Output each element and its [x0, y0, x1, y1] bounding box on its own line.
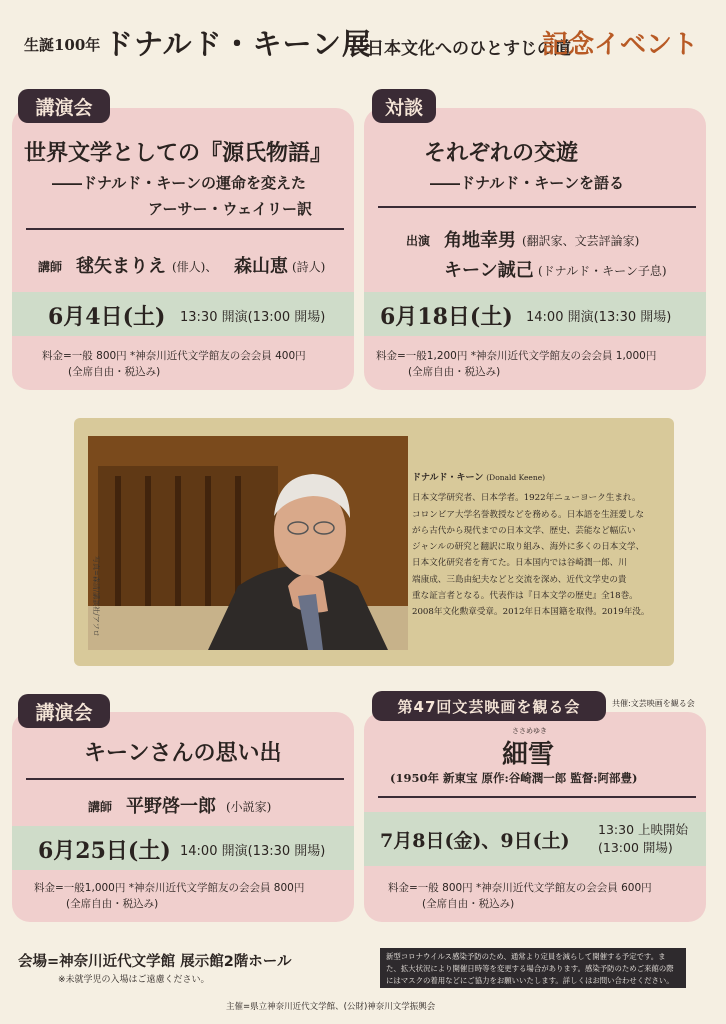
event1-lecturer2: 森山恵: [234, 256, 288, 277]
event1-date: 6月4日(土): [48, 304, 166, 330]
venue-text: 会場=神奈川近代文学館 展示館2階ホール: [18, 954, 292, 970]
event2-perf-label: 出演: [406, 234, 431, 248]
event3-fee-note: (全席自由・税込み): [66, 898, 159, 910]
notice-box: 新型コロナウイルス感染予防のため、通常より定員を減らして開催する予定です。また、拡大状況により開催日時等を変更する場合があります。感染予防のためご来館の際にはマスクの着用などにご協力をお願いいたします。詳しくはお問い合わせください。: [380, 948, 686, 988]
bio-line: コロンビア大学名誉教授などを務める。日本語を生涯愛しな: [412, 509, 645, 520]
profile-name-en: (Donald Keene): [486, 473, 546, 482]
profile-name: ドナルド・キーン: [412, 473, 484, 483]
event3-lecturer-label: 講師: [88, 800, 113, 814]
event1-title: 世界文学としての『源氏物語』: [24, 140, 333, 166]
organizer: 主催=県立神奈川近代文学館、(公財)神奈川文学振興会: [226, 1002, 436, 1012]
event2-perf1-role: (翻訳家、文芸評論家): [522, 234, 640, 248]
event2-tag: 対談: [372, 89, 436, 123]
event1-rule: [26, 228, 344, 230]
bio-line: 端康成、三島由紀夫などと交流を深め、近代文学史の貴: [412, 574, 627, 585]
header-title: ドナルド・キーン展: [104, 27, 372, 61]
event1-time: 13:30 開演(13:00 開場): [180, 310, 326, 325]
event4-sponsor: 共催:文芸映画を観る会: [612, 699, 695, 708]
event2-perf2-role: (ドナルド・キーン子息): [538, 264, 667, 278]
event1-fee-note: (全席自由・税込み): [68, 366, 161, 378]
event4-fee: 料金=一般 800円 *神奈川近代文学館友の会会員 600円: [388, 882, 652, 894]
event1-sub1: ――ドナルド・キーンの運命を変えた: [52, 174, 306, 192]
header-pre: 生誕100年: [24, 36, 101, 54]
profile-panel: [74, 418, 674, 666]
event3-tag: 講演会: [18, 694, 110, 728]
event4-time2: (13:00 開場): [598, 840, 673, 855]
event1-lecturer: 毬矢まりえ: [76, 256, 166, 277]
event2-perf2: キーン誠己: [444, 260, 534, 281]
event3-card: [12, 712, 354, 922]
event2-perf1: 角地幸男: [444, 230, 516, 251]
event4-time1: 13:30 上映開始: [598, 822, 688, 837]
event3-date: 6月25日(土): [38, 838, 171, 864]
event4-fee-note: (全席自由・税込み): [422, 898, 515, 910]
bio-line: 日本文化研究者を育てた。日本国内では谷崎潤一郎、川: [412, 558, 627, 569]
bio-line: 重な証言者となる。代表作は『日本文学の歴史』全18巻。: [412, 591, 638, 602]
event4-info: (1950年 新東宝 原作:谷崎潤一郎 監督:阿部豊): [390, 771, 638, 785]
event2-title: それぞれの交遊: [424, 140, 579, 166]
event1-lecturer-role: (俳人)、: [172, 260, 218, 274]
event1-lecturer2-role: (詩人): [292, 260, 326, 274]
photo-credit: 写真=森清/講談社/アフロ: [92, 556, 100, 637]
event3-title: キーンさんの思い出: [84, 740, 282, 766]
event3-fee: 料金=一般1,000円 *神奈川近代文学館友の会会員 800円: [34, 882, 305, 894]
event1-card: [12, 108, 354, 390]
event1-fee: 料金=一般 800円 *神奈川近代文学館友の会会員 400円: [42, 350, 306, 362]
event4-card: [364, 712, 706, 922]
bio-line: 2008年文化勲章受章。2012年日本国籍を取得。2019年没。: [412, 607, 650, 618]
event3-time: 14:00 開演(13:30 開場): [180, 844, 326, 859]
event1-sub2: アーサー・ウェイリー訳: [148, 200, 312, 218]
bio-line: がら古代から現代までの日本文学、歴史、芸能など幅広い: [412, 525, 636, 536]
event4-rule: [378, 796, 696, 798]
profile-bio: [412, 470, 662, 621]
event1-tag: 講演会: [18, 89, 110, 123]
bio-line: 日本文学研究者、日本学者。1922年ニューヨーク生まれ。: [412, 493, 641, 504]
portrait-illustration: [88, 436, 408, 650]
header-event: 記念イベント: [542, 30, 699, 60]
event4-date: 7月8日(金)、9日(土): [380, 830, 570, 852]
event2-fee: 料金=一般1,200円 *神奈川近代文学館友の会会員 1,000円: [376, 350, 657, 362]
venue-note: ※未就学児の入場はご遠慮ください。: [58, 975, 210, 985]
bio-line: ジャンルの研究と翻訳に取り組み、海外に多くの日本文学、: [412, 542, 645, 553]
event3-lecturer-role: (小説家): [226, 800, 272, 814]
event2-fee-note: (全席自由・税込み): [408, 366, 501, 378]
event4-ruby: ささめゆき: [512, 727, 547, 735]
event2-sub1: ――ドナルド・キーンを語る: [430, 174, 624, 192]
event4-title: 細雪: [502, 740, 555, 770]
event4-tag: 第47回文芸映画を観る会: [372, 691, 606, 721]
event2-rule: [378, 206, 696, 208]
event3-lecturer: 平野啓一郎: [126, 796, 216, 817]
portrait-photo: [88, 436, 408, 650]
event1-lecturer-label: 講師: [38, 260, 63, 274]
event2-date: 6月18日(土): [380, 304, 513, 330]
header-subtitle: ―日本文化へのひとすじの道: [350, 39, 571, 59]
header: [0, 0, 726, 70]
event3-rule: [26, 778, 344, 780]
event2-card: [364, 108, 706, 390]
event2-time: 14:00 開演(13:30 開場): [526, 310, 672, 325]
